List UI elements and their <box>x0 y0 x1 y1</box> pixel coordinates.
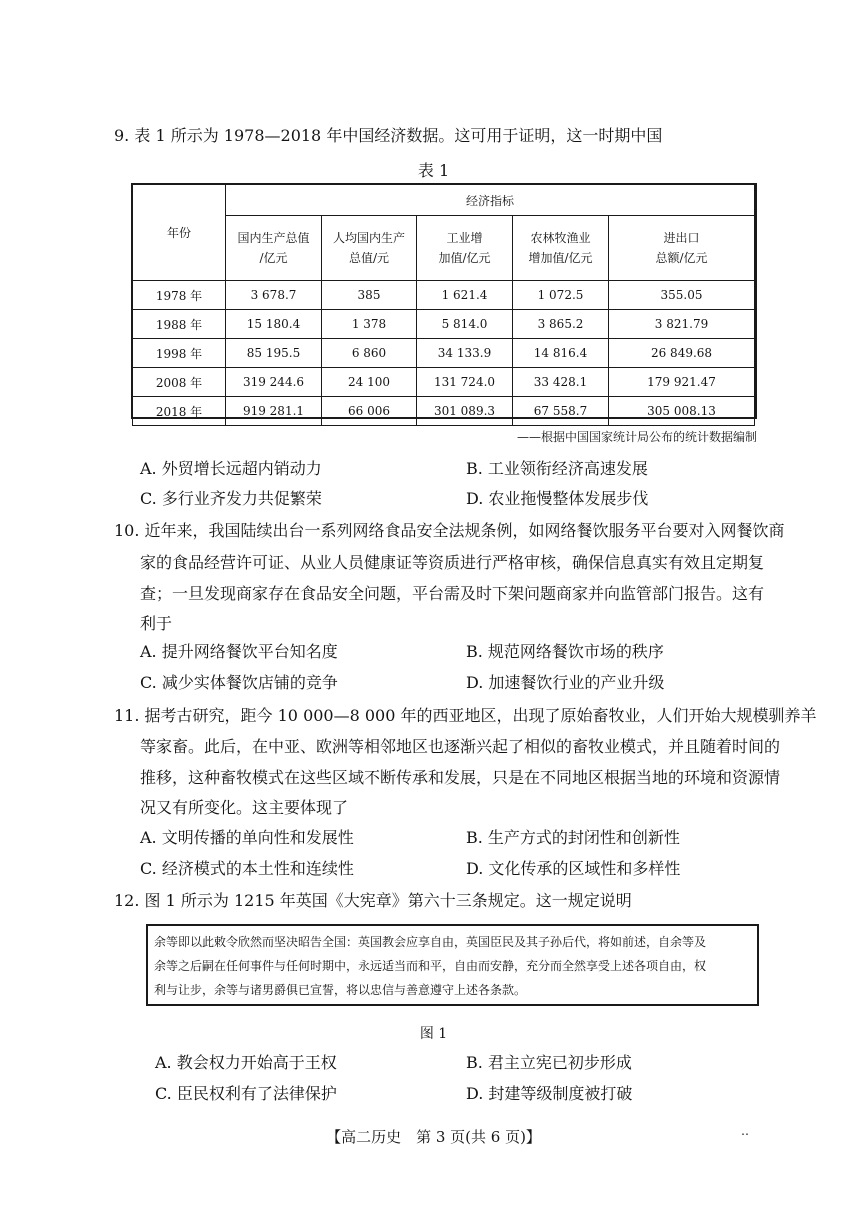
q10-option-a[interactable]: A. 提升网络餐饮平台知名度 <box>140 642 338 661</box>
table-row: 1978 年 3 678.7 385 1 621.4 1 072.5 355.05 <box>133 281 755 310</box>
quote-line: 余等即以此敕令欣然而坚决昭告全国：英国教会应享自由，英国臣民及其子孙后代，将如前述，自余等及 <box>154 935 707 949</box>
q12-option-c[interactable]: C. 臣民权利有了法律保护 <box>155 1084 337 1103</box>
col-header-trade: 进出口 总额/亿元 <box>609 216 755 281</box>
quote-line: 利与让步，余等与诸男爵俱已宣誓，将以忠信与善意遵守上述各条款。 <box>154 983 527 997</box>
q11-stem-line1: 11. 据考古研究，距今 10 000—8 000 年的西亚地区，出现了原始畜牧业，人们开始大规模驯养羊 <box>114 706 817 725</box>
q10-option-b[interactable]: B. 规范网络餐饮市场的秩序 <box>466 642 664 661</box>
table-row: 2018 年 919 281.1 66 006 301 089.3 67 558.7 305 008.13 <box>133 397 755 426</box>
q9-option-b[interactable]: B. 工业领衔经济高速发展 <box>466 459 648 478</box>
q12-stem: 12. 图 1 所示为 1215 年英国《大宪章》第六十三条规定。这一规定说明 <box>114 891 632 910</box>
q11-stem-line3: 推移，这种畜牧模式在这些区域不断传承和发展，只是在不同地区根据当地的环境和资源情 <box>140 768 781 787</box>
col-header-agriculture: 农林牧渔业 增加值/亿元 <box>513 216 609 281</box>
page-footer: 【高二历史 第 3 页(共 6 页)】 <box>326 1128 541 1146</box>
q9-option-c[interactable]: C. 多行业齐发力共促繁荣 <box>140 489 322 508</box>
year-header: 年份 <box>133 185 226 281</box>
q10-stem-line2: 家的食品经营许可证、从业人员健康证等资质进行严格审核，确保信息真实有效且定期复 <box>140 553 765 572</box>
economic-data-table <box>132 184 755 426</box>
table-row: 2008 年 319 244.6 24 100 131 724.0 33 428.1 179 921.47 <box>133 368 755 397</box>
q10-option-d[interactable]: D. 加速餐饮行业的产业升级 <box>466 673 665 692</box>
group-header: 经济指标 <box>226 185 755 216</box>
figure-caption: 图 1 <box>419 1026 448 1042</box>
table-row: 1998 年 85 195.5 6 860 34 133.9 14 816.4 26 849.68 <box>133 339 755 368</box>
q11-stem-line2: 等家畜。此后，在中亚、欧洲等相邻地区也逐渐兴起了相似的畜牧业模式，并且随着时间的 <box>140 737 781 756</box>
q9-stem: 9. 表 1 所示为 1978—2018 年中国经济数据。这可用于证明，这一时期中国 <box>114 126 663 145</box>
q10-stem-line4: 利于 <box>140 614 173 633</box>
col-header-gdp: 国内生产总值 /亿元 <box>226 216 322 281</box>
q10-stem-line3: 查；一旦发现商家存在食品安全问题，平台需及时下架问题商家并向监管部门报告。这有 <box>140 584 765 603</box>
table-source: ——根据中国国家统计局公布的统计数据编制 <box>516 430 757 444</box>
q10-stem-line1: 10. 近年来，我国陆续出台一系列网络食品安全法规条例，如网络餐饮服务平台要对入网餐饮商 <box>114 521 785 540</box>
table-row: 1988 年 15 180.4 1 378 5 814.0 3 865.2 3 821.79 <box>133 310 755 339</box>
table-caption: 表 1 <box>417 161 450 180</box>
corner-mark: ‥ <box>740 1124 749 1138</box>
quote-line: 余等之后嗣在任何事件与任何时期中，永远适当而和平，自由而安静，充分而全然享受上述各项自由，权 <box>154 959 707 973</box>
col-header-gdp-per-capita: 人均国内生产 总值/元 <box>322 216 417 281</box>
q11-option-a[interactable]: A. 文明传播的单向性和发展性 <box>140 828 354 847</box>
q11-option-d[interactable]: D. 文化传承的区域性和多样性 <box>466 859 681 878</box>
col-header-industry: 工业增 加值/亿元 <box>417 216 513 281</box>
q11-stem-line4: 况又有所变化。这主要体现了 <box>140 798 349 817</box>
q12-option-d[interactable]: D. 封建等级制度被打破 <box>466 1084 633 1103</box>
q12-option-b[interactable]: B. 君主立宪已初步形成 <box>466 1053 632 1072</box>
q12-option-a[interactable]: A. 教会权力开始高于王权 <box>155 1053 337 1072</box>
q9-option-a[interactable]: A. 外贸增长远超内销动力 <box>140 459 322 478</box>
q9-option-d[interactable]: D. 农业拖慢整体发展步伐 <box>466 489 649 508</box>
q11-option-b[interactable]: B. 生产方式的封闭性和创新性 <box>466 828 680 847</box>
magna-carta-quote <box>146 924 759 1006</box>
q10-option-c[interactable]: C. 减少实体餐饮店铺的竞争 <box>140 673 338 692</box>
q11-option-c[interactable]: C. 经济模式的本土性和连续性 <box>140 859 354 878</box>
